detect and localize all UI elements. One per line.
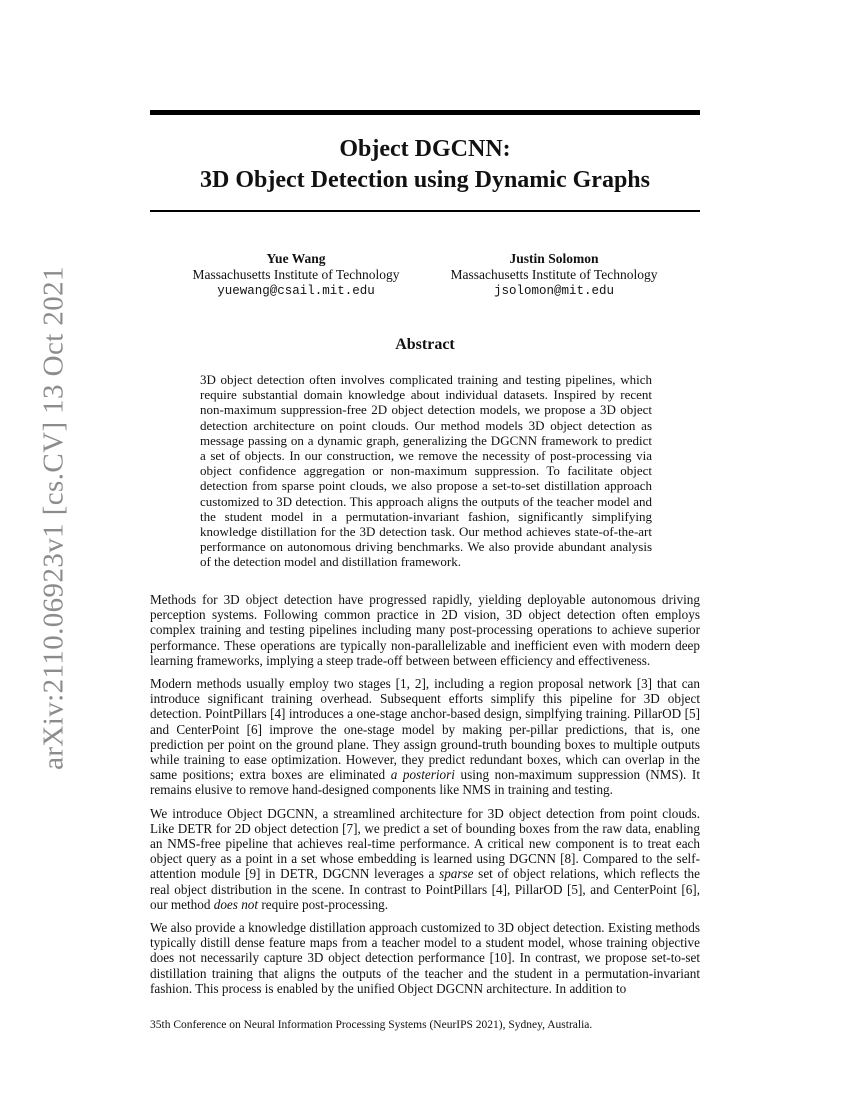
author-name: Justin Solomon bbox=[509, 251, 599, 266]
body-text bbox=[150, 592, 700, 1004]
text-span: require post-processing. bbox=[258, 896, 389, 912]
abstract-text: 3D object detection often involves complicated training and testing pipelines, which require substantial domain knowledge about individual datasets. Inspired by recent non-maximum suppression-free 2D object detection models, we propose a 3D object detection architecture on point clouds. Our method models 3D object detection as message passing on a dynamic graph, generalizing the DGCNN framework to predict a set of objects. In our construction, we remove the necessity of post-processing via object confidence aggregation or non-maximum suppression. To facilitate object detection from sparse point clouds, we also propose a set-to-set distillation approach customized to 3D detection. This approach aligns the outputs of the teacher model and the student model in a permutation-invariant fashion, significantly simplifying knowledge distillation for the 3D detection task. Our method achieves state-of-the-art performance on autonomous driving benchmarks. We also provide abundant analysis of the detection model and distillation framework. bbox=[200, 372, 652, 570]
title-line-2: 3D Object Detection using Dynamic Graphs bbox=[200, 167, 650, 193]
arxiv-identifier: arXiv:2110.06923v1 [cs.CV] 13 Oct 2021 bbox=[37, 266, 70, 770]
title-top-rule bbox=[150, 110, 700, 115]
title-bottom-rule bbox=[150, 210, 700, 212]
text-span: set of object relations, which reflects the real object distribution in the scene. In contrast to PointPillars [4], PillarOD [5], and CenterPoint [6], our method bbox=[150, 866, 700, 912]
body-paragraph bbox=[150, 676, 700, 798]
title-line-1: Object DGCNN: bbox=[339, 136, 511, 162]
author-affiliation: Massachusetts Institute of Technology bbox=[192, 267, 400, 282]
emphasis: sparse bbox=[439, 866, 474, 882]
emphasis: does not bbox=[213, 896, 259, 912]
conference-footnote: 35th Conference on Neural Information Processing Systems (NeurIPS 2021), Sydney, Australia. bbox=[150, 1019, 593, 1031]
emphasis: a posteriori bbox=[390, 767, 455, 783]
paper-title bbox=[150, 134, 700, 196]
author-email[interactable]: jsolomon@mit.edu bbox=[493, 284, 615, 298]
abstract-heading: Abstract bbox=[395, 336, 455, 353]
body-paragraph: We also provide a knowledge distillation approach customized to 3D object detection. Existing methods typically distill dense feature maps from a teacher model to a student model, whose training objective does not necessarily capture 3D object detection performance [10]. In contrast, we propose set-to-set distillation training that aligns the outputs of the teacher and the student in a permutation-invariant fashion. This process is enabled by the unified Object DGCNN architecture. In addition to bbox=[150, 920, 700, 996]
author-block bbox=[424, 251, 684, 299]
author-block bbox=[166, 251, 426, 299]
text-span: Modern methods usually employ two stages [1, 2], including a region proposal network [3] that can introduce significant training overhead. Subsequent efforts simplify this pipeline for 3D object detection. PointPillars [4] introduces a one-stage anchor-based design, simplfying training. PillarOD [5] and CenterPoint [6] improve the one-stage model by making per-pillar predictions, that is, one prediction per point on the ground plane. They assign ground-truth bounding boxes to multiple outputs while training to ease optimization. However, they predict redundant boxes, which can overlap in the same positions; extra boxes are eliminated bbox=[150, 676, 700, 783]
author-affiliation: Massachusetts Institute of Technology bbox=[450, 267, 658, 282]
text-span: We introduce Object DGCNN, a streamlined architecture for 3D object detection from point clouds. Like DETR for 2D object detection [7], we predict a set of bounding boxes from the raw data, enabling an NMS-free pipeline that achieves real-time performance. A critical new component is to treat each object query as a point in a set whose embedding is learned using DGCNN [8]. Compared to the self-attention module [9] in DETR, DGCNN leverages a bbox=[150, 805, 700, 882]
text-span: using non-maximum suppression (NMS). It remains elusive to remove hand-designed components like NMS in training and testing. bbox=[150, 767, 700, 798]
body-paragraph bbox=[150, 806, 700, 912]
author-name: Yue Wang bbox=[266, 251, 326, 266]
author-email[interactable]: yuewang@csail.mit.edu bbox=[217, 284, 375, 298]
body-paragraph: Methods for 3D object detection have progressed rapidly, yielding deployable autonomous driving perception systems. Following common practice in 2D vision, 3D object detection often employs complex training and testing pipelines including many post-processing operations to achieve superior performance. These operations are typically non-parallelizable and inefficient even with modern deep learning frameworks, implying a steep trade-off between between efficiency and effectiveness. bbox=[150, 592, 700, 668]
